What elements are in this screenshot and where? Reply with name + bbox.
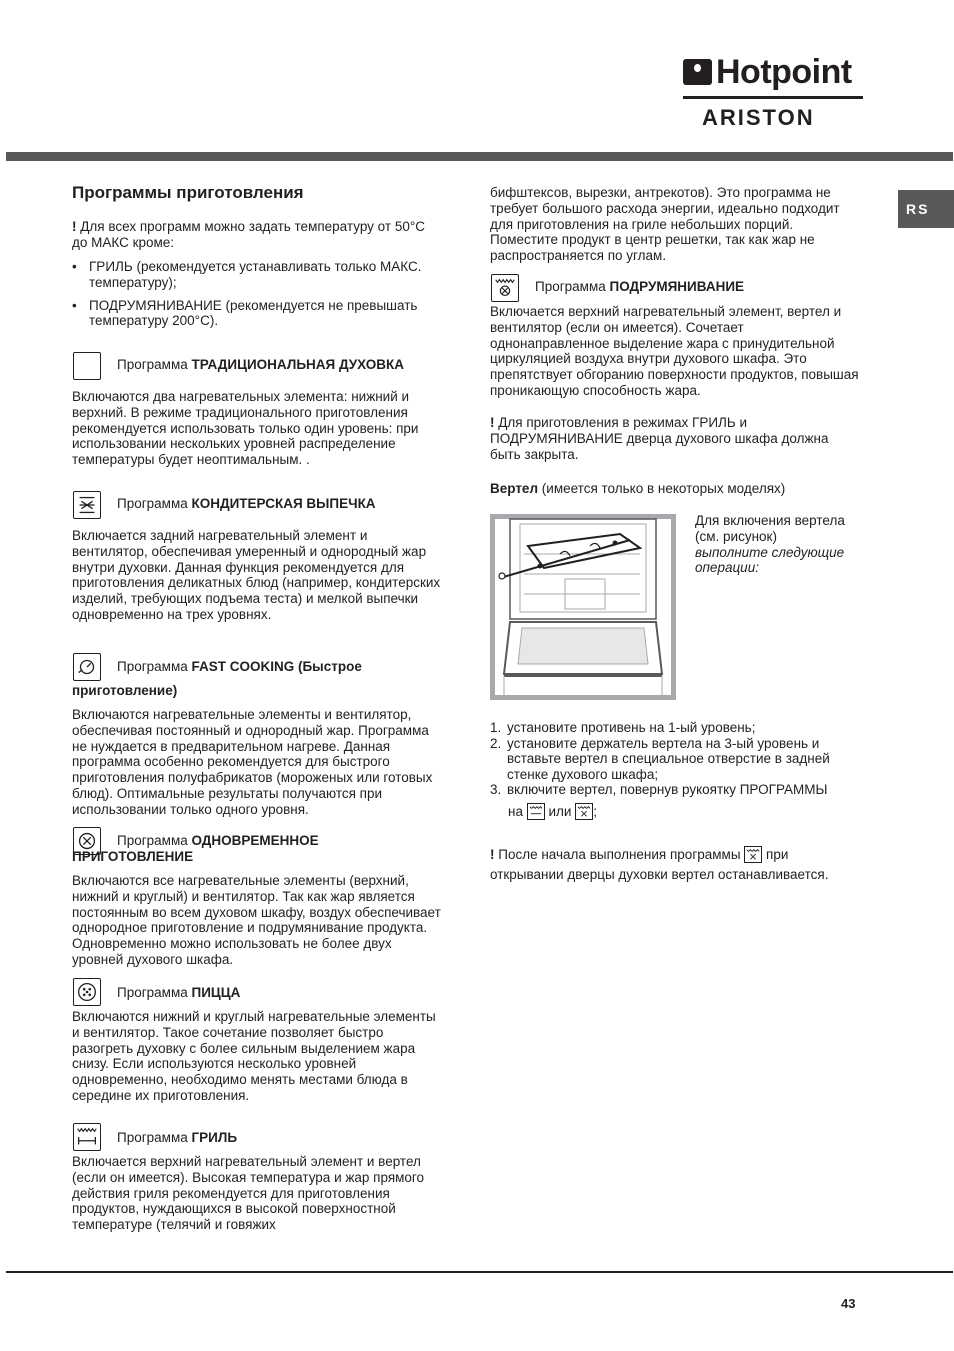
pizza-icon	[73, 978, 101, 1006]
list-item: 1. установите противень на 1-ый уровень;	[490, 720, 756, 735]
list-item: • ГРИЛЬ (рекомендуется устанавливать только МАКС. температуру);	[72, 259, 422, 290]
brand-logo	[682, 54, 866, 130]
spit-stop-note: ! После начала выполнения программы при открывании дверцы духовки вертел останавливается.	[490, 847, 829, 882]
brand-name: Hotpoint	[716, 53, 852, 91]
step3-icons-line: на или ;	[508, 804, 597, 819]
grill-icon	[73, 1123, 101, 1151]
header-bar	[6, 152, 953, 161]
program-heading-cont: приготовление)	[72, 683, 178, 698]
warning-mark: !	[490, 415, 495, 430]
spit-steps	[490, 720, 862, 798]
intro-text	[72, 219, 432, 251]
logo-mark-icon	[683, 59, 712, 85]
grill-icon	[527, 803, 545, 820]
browning-icon	[575, 803, 593, 820]
program-description: Включаются нагревательные элементы и вентилятор, обеспечивая постоянный и однородный жар. Программа не нуждается в предварительном нагреве. Данная программа особенно рекомендуется для быстрого приготовления полуфабрикатов (мороженых или готовых блюд). Оптимальные результаты получаются при использовании только одного уровня.	[72, 707, 433, 817]
warning-mark: !	[490, 847, 495, 862]
program-heading: Программа FAST COOKING (Быстрое	[117, 659, 362, 674]
program-description: Включаются нижний и круглый нагревательные элементы и вентилятор. Такое сочетание позволяет быстро разогреть духовку с более сильным выделением жара снизу. Если используются несколько уровней одновременно, необходимо менять местами блюда в середине их приготовления.	[72, 1009, 436, 1103]
program-description: Включается верхний нагревательный элемент, вертел и вентилятор (если он имеется). Сочетает однонаправленное выделение жара с принудительной циркуляцией воздуха внутри духового шкафа. Это препятствует обгоранию поверхности продуктов, повышая проникающую способность жара.	[490, 304, 859, 398]
program-heading: Программа КОНДИТЕРСКАЯ ВЫПЕЧКА	[117, 496, 376, 511]
grill-continuation: бифштексов, вырезки, антрекотов). Это программа не требует большого расхода энергии, идеально подходит для приготовления на гриле небольших порций. Поместите продукт в центр решетки, так как жар не распространяется по углам.	[490, 185, 840, 264]
section-title: Программы приготовления	[72, 183, 304, 202]
sub-brand-name: ARISTON	[702, 105, 815, 130]
logo-divider	[683, 96, 863, 99]
warning-mark: !	[72, 219, 77, 234]
language-tab	[898, 190, 954, 228]
program-description: Включается задний нагревательный элемент и вентилятор, обеспечивая умеренный и однородный жар внутри духовки. Данная функция рекомендуется для приготовления деликатных блюд (например, кондитерских изделий, требующих подъема теста) и мелкой выпечки одновременно на трех уровнях.	[72, 528, 441, 622]
pastry-fan-icon	[73, 491, 101, 519]
program-heading: Программа ОДНОВРЕМЕННОЕ	[117, 833, 319, 848]
program-description: Включаются все нагревательные элементы (верхний, нижний и круглый) и вентилятор. Так как жар является постоянным во всем духовом шкафу, воздух обеспечивает однородное приготовление и подрумянивание продукта. Одновременно можно использовать не более двух уровней духового шкафа.	[72, 873, 441, 967]
program-heading: Программа ПОДРУМЯНИВАНИЕ	[535, 279, 745, 294]
browning-icon	[491, 274, 519, 302]
program-heading: Программа ПИЦЦА	[117, 985, 241, 1000]
square-empty-icon	[73, 352, 101, 380]
fast-cooking-icon	[73, 653, 101, 681]
intro-body: Для всех программ можно задать температуру от 50°C до МАКС кроме:	[72, 219, 425, 250]
browning-icon	[744, 846, 762, 863]
program-heading-cont: ПРИГОТОВЛЕНИЕ	[72, 849, 194, 864]
program-description: Включаются два нагревательных элемента: нижний и верхний. В режиме традиционального приготовления рекомендуется использовать только один уровень: при использовании нескольких уровней распределение температуры будет неоптимальным. .	[72, 389, 419, 468]
language-tab-label: RS	[906, 201, 930, 217]
page-number: 43	[841, 1296, 856, 1311]
list-item: 3. включите вертел, повернув рукоятку ПРОГРАММЫ	[490, 782, 828, 798]
spit-heading: Вертел (имеется только в некоторых моделях)	[490, 481, 786, 496]
footer-rule	[6, 1271, 953, 1273]
program-heading: Программа ГРИЛЬ	[117, 1130, 238, 1145]
intro-bullets	[72, 259, 452, 329]
grill-door-note: ! Для приготовления в режимах ГРИЛЬ и ПОДРУМЯНИВАНИЕ дверца духового шкафа должна быть закрыта.	[490, 415, 829, 462]
list-item: • ПОДРУМЯНИВАНИЕ (рекомендуется не превышать температуру 200°С).	[72, 297, 418, 329]
program-description: Включается верхний нагревательный элемент и вертел (если он имеется). Высокая температура и жар прямого действия гриля рекомендуется для приготовления продуктов, нуждающихся в высокой поверхностной температуре (телячий и говяжих	[72, 1154, 425, 1233]
program-heading: Программа ТРАДИЦИОНАЛЬНАЯ ДУХОВКА	[117, 357, 405, 372]
list-item: 2. установите держатель вертела на 3-ый уровень и вставьте вертел в специальное отверстие в задней стенке духового шкафа;	[490, 735, 830, 782]
oven-spit-illustration	[490, 514, 676, 700]
spit-caption: Для включения вертела (см. рисунок) выполните следующие операции:	[695, 513, 845, 576]
